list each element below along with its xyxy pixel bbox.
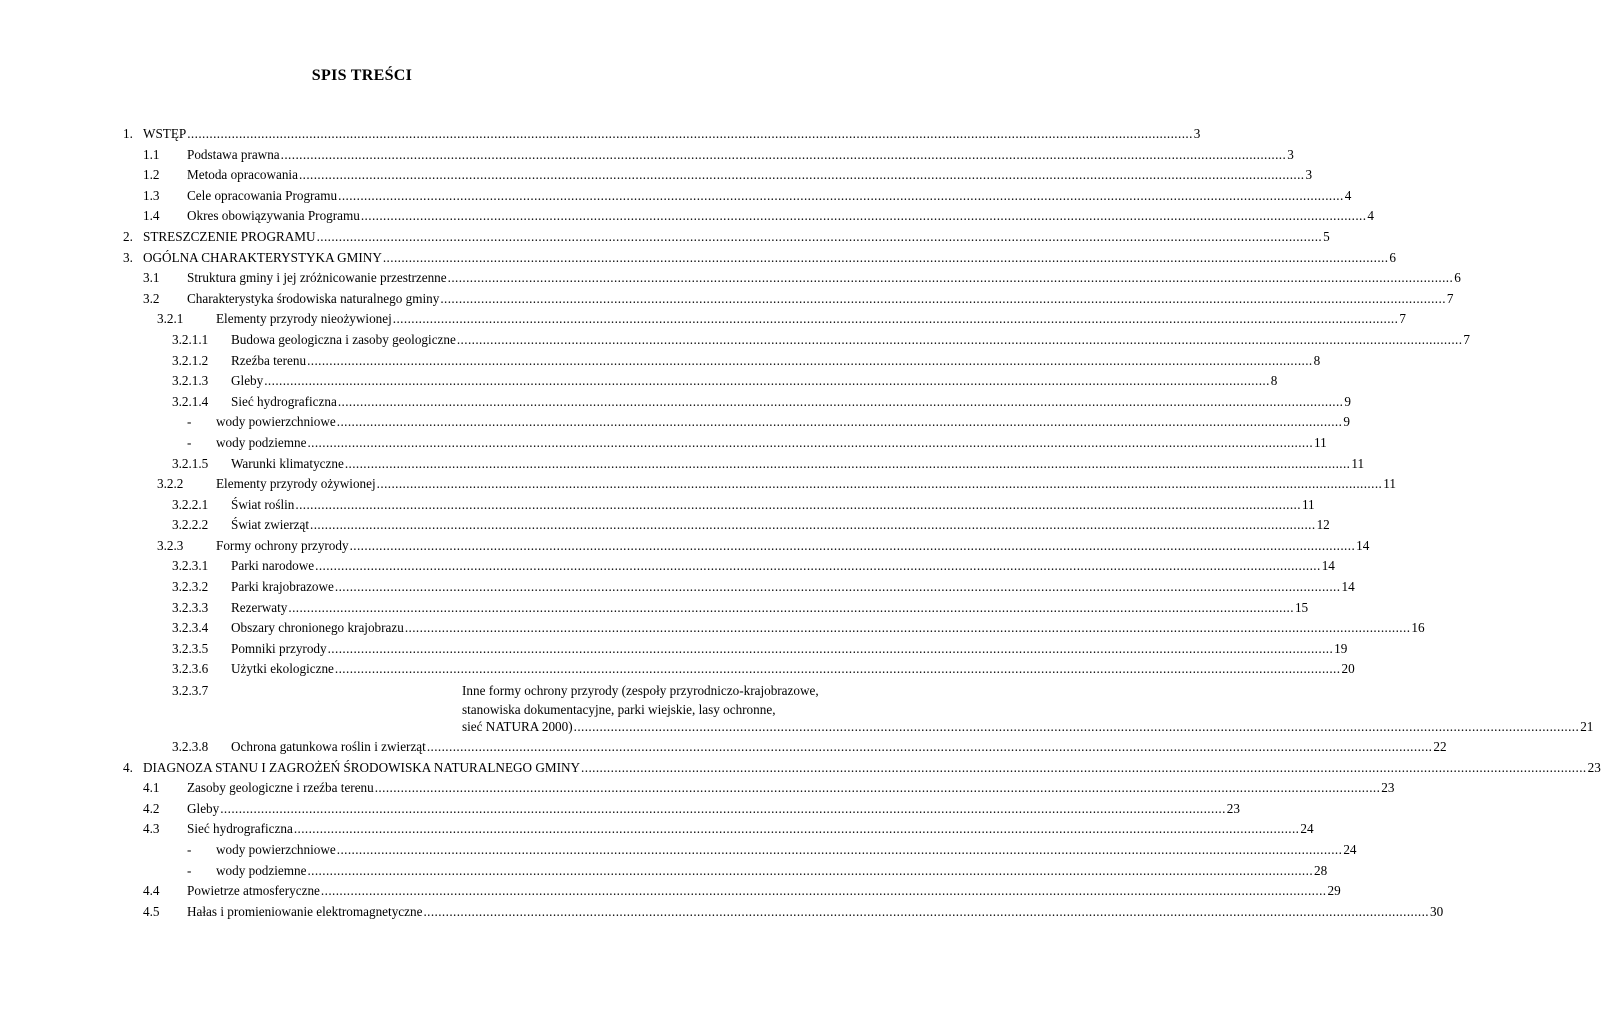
dot-leader (317, 227, 1323, 248)
dot-leader (307, 351, 1313, 372)
toc-entry-page: 15 (1294, 599, 1309, 615)
toc-entry-label: Sieć hydrograficzna (187, 821, 293, 837)
dot-leader (264, 371, 1270, 392)
toc-entry-label: Inne formy ochrony przyrody (zespoły przyrodniczo-krajobrazowe, (462, 683, 819, 699)
toc-entry-page: 11 (1351, 455, 1365, 471)
toc-entry-number: - (187, 842, 192, 857)
toc-entry-page: 22 (1433, 739, 1447, 755)
toc-entry-page: 8 (1270, 373, 1278, 389)
toc-entry-page: 11 (1383, 476, 1396, 492)
toc-entry-label: Świat zwierząt (231, 517, 309, 533)
dot-leader (383, 248, 1389, 269)
toc-entry-number: 3.2.3.4 (172, 620, 209, 636)
toc-entry-number: 3.2.3.5 (172, 640, 209, 656)
page-title: SPIS TREŚCI (311, 67, 413, 84)
dot-leader (187, 124, 1193, 145)
toc-entry-number: 3.2.1.2 (172, 352, 209, 368)
toc-entry (0, 881, 1341, 902)
toc-entry-page: 4 (1344, 187, 1352, 203)
toc-entry-label: STRESZCZENIE PROGRAMU (143, 228, 316, 244)
toc-entry (0, 556, 1335, 577)
toc-entry-page: 5 (1323, 228, 1330, 244)
toc-entry-label: Ochrona gatunkowa roślin i zwierząt (231, 739, 426, 755)
toc-entry (0, 330, 1471, 351)
dot-leader (361, 206, 1367, 227)
toc-entry-number: - (187, 862, 192, 878)
toc-entry-label: Warunki klimatyczne (231, 455, 344, 471)
toc-entry (0, 206, 1375, 227)
dot-leader (310, 515, 1316, 536)
toc-entry-page: 8 (1313, 352, 1321, 368)
toc-entry-number: 2. (123, 228, 133, 244)
dot-leader (220, 799, 1226, 820)
toc-entry (0, 536, 1370, 557)
toc-entry-page: 14 (1341, 579, 1355, 595)
toc-entry (0, 124, 1201, 145)
dot-leader (457, 330, 1463, 351)
toc-entry-number: 4.2 (143, 800, 160, 816)
toc-entry-number: 3.2.3.8 (172, 739, 209, 755)
toc-entry-label: Świat roślin (231, 496, 295, 512)
toc-entry-page: 30 (1430, 903, 1444, 919)
toc-entry-page: 19 (1334, 640, 1348, 656)
toc-entry-number: 3.2 (143, 290, 160, 306)
toc-entry-label: Rezerwaty (231, 599, 288, 615)
dot-leader (393, 309, 1399, 330)
toc-entry-number: 1. (123, 126, 133, 141)
toc-entry-number: 4.4 (143, 883, 160, 899)
dot-leader (350, 536, 1356, 557)
toc-entry-label: OGÓLNA CHARAKTERYSTYKA GMINY (143, 249, 382, 265)
dot-leader (338, 186, 1344, 207)
toc-entry (0, 737, 1447, 758)
toc-entry (0, 227, 1330, 248)
toc-entry-label: Formy ochrony przyrody (216, 537, 349, 553)
dot-leader (328, 639, 1334, 660)
toc-entry (0, 495, 1315, 516)
toc-entry (0, 474, 1396, 495)
toc-entry-page: 24 (1300, 821, 1314, 837)
toc-entry-page: 23 (1381, 780, 1395, 796)
dot-leader (440, 289, 1446, 310)
toc-entry-number: 4.5 (143, 903, 160, 919)
dot-leader (423, 902, 1429, 923)
dot-leader (307, 433, 1313, 454)
toc-entry-label: stanowiska dokumentacyjne, parki wiejskie, lasy ochronne, (462, 702, 776, 718)
dot-leader (405, 618, 1411, 639)
toc-entry-page: 4 (1367, 208, 1375, 224)
toc-entry-number: 1.3 (143, 187, 160, 203)
dot-leader (574, 718, 1580, 735)
toc-entry-number: 3.2.2.2 (172, 517, 209, 533)
toc-entry-page: 9 (1343, 414, 1350, 430)
toc-entry-number: 4.1 (143, 780, 160, 796)
dot-leader (295, 495, 1301, 516)
toc-entry-label: Użytki ekologiczne (231, 661, 334, 677)
toc-entry-page: 12 (1316, 517, 1330, 533)
toc-entry (0, 680, 1594, 737)
toc-entry-page: 6 (1389, 249, 1397, 265)
toc-entry-page: 21 (1580, 719, 1594, 735)
toc-entry (0, 412, 1350, 433)
toc-entry-page: 14 (1321, 558, 1335, 574)
toc-entry-page: 7 (1446, 290, 1454, 306)
toc-entry-number: 3.1 (143, 270, 160, 286)
toc-entry (0, 799, 1240, 820)
toc-entry-page: 11 (1301, 496, 1315, 512)
toc-entry-label: Powietrze atmosferyczne (187, 883, 320, 899)
toc-entry-number: 3.2.3.7 (172, 683, 209, 699)
toc-entry (0, 598, 1309, 619)
toc-entry (0, 515, 1330, 536)
toc-entry (0, 289, 1454, 310)
toc-entry-page: 6 (1454, 270, 1461, 286)
toc-entry-label: Metoda opracowania (187, 167, 298, 183)
dot-leader (288, 598, 1294, 619)
toc-entry-label: Budowa geologiczna i zasoby geologiczne (231, 331, 456, 347)
toc-entry-number: 3.2.3.6 (172, 661, 209, 677)
toc-entry-label: Elementy przyrody nieożywionej (216, 311, 392, 327)
toc-entry (0, 840, 1357, 861)
toc-entry-page: 11 (1314, 434, 1327, 450)
toc-entry (0, 433, 1327, 454)
dot-leader (335, 659, 1341, 680)
toc-entry-number: 3.2.2 (157, 476, 184, 492)
toc-entry-number: 3.2.3.3 (172, 599, 209, 615)
toc-entry-label: Gleby (187, 800, 220, 816)
dot-leader (307, 861, 1313, 882)
toc-entry (0, 902, 1444, 923)
toc-entry-label: Rzeźba terenu (231, 352, 307, 368)
dot-leader (315, 556, 1321, 577)
toc-entry-label: wody podziemne (216, 862, 307, 878)
toc-entry-number: 1.1 (143, 146, 160, 162)
toc-entry (0, 618, 1425, 639)
toc-entry-page: 3 (1305, 167, 1313, 183)
toc-entry-number: 1.2 (143, 167, 160, 183)
toc-entry-page: 28 (1314, 862, 1328, 878)
toc-entry-label: wody powierzchniowe (216, 414, 336, 430)
toc-entry-label: Elementy przyrody ożywionej (216, 476, 376, 492)
toc-entry-number: 3.2.1.4 (172, 393, 209, 409)
toc-entry (0, 659, 1355, 680)
toc-entry-label: Zasoby geologiczne i rzeźba terenu (187, 780, 374, 796)
toc-entry-label: Parki krajobrazowe (231, 579, 334, 595)
toc-entry-number: 3.2.1.1 (172, 331, 209, 347)
toc-entry-page: 3 (1287, 146, 1294, 162)
dot-leader (448, 268, 1454, 289)
toc-entry-number: 3.2.1.5 (172, 455, 209, 471)
dot-leader (321, 881, 1327, 902)
toc-entry-label: DIAGNOZA STANU I ZAGROŻEŃ ŚRODOWISKA NATURALNEGO GMINY (143, 759, 581, 775)
toc-entry-label: Cele opracowania Programu (187, 187, 338, 203)
toc-entry-page: 29 (1327, 883, 1341, 899)
toc-entry (0, 778, 1395, 799)
toc-entry-number: 1.4 (143, 208, 160, 224)
toc-entry-page: 3 (1193, 126, 1201, 141)
dot-leader (337, 840, 1343, 861)
toc-entry-page: 23 (1587, 759, 1601, 775)
toc-entry-number: 3. (123, 249, 133, 265)
toc-entry (0, 248, 1397, 269)
toc-entry-label: Parki narodowe (231, 558, 315, 574)
dot-leader (294, 819, 1300, 840)
toc-entry-label: WSTĘP (143, 126, 187, 141)
dot-leader (335, 577, 1341, 598)
toc-entry-number: 4.3 (143, 821, 160, 837)
dot-leader (299, 165, 1305, 186)
toc-entry (0, 186, 1352, 207)
dot-leader (377, 474, 1383, 495)
dot-leader (581, 758, 1587, 779)
toc-entry-number: - (187, 414, 192, 430)
dot-leader (375, 778, 1381, 799)
toc-entry-page: 23 (1226, 800, 1240, 816)
toc-entry-number: 4. (123, 759, 133, 775)
toc-entry-page: 24 (1343, 842, 1357, 857)
toc-entry-number: 3.2.2.1 (172, 496, 209, 512)
toc-entry-number: 3.2.1 (157, 311, 184, 327)
toc-entry (0, 758, 1601, 779)
toc-entry (0, 392, 1351, 413)
toc-entry (0, 819, 1314, 840)
toc-entry (0, 145, 1294, 166)
toc-entry (0, 268, 1461, 289)
toc-entry-label: Gleby (231, 373, 264, 389)
toc-entry-number: - (187, 434, 192, 450)
toc-entry-label: Podstawa prawna (187, 146, 280, 162)
toc-entry (0, 309, 1406, 330)
dot-leader (281, 145, 1287, 166)
toc-entry-label: Sieć hydrograficzna (231, 393, 337, 409)
dot-leader (345, 454, 1351, 475)
toc-entry-page: 7 (1463, 331, 1471, 347)
toc-entry (0, 861, 1328, 882)
toc-entry-label: Obszary chronionego krajobrazu (231, 620, 404, 636)
toc-entry-label: Pomniki przyrody (231, 640, 327, 656)
dot-leader (338, 392, 1344, 413)
toc-entry-page: 20 (1341, 661, 1355, 677)
toc-entry (0, 577, 1355, 598)
toc-entry-page: 9 (1344, 393, 1351, 409)
toc-entry (0, 351, 1321, 372)
toc-entry (0, 639, 1348, 660)
toc-entry-label: wody powierzchniowe (216, 842, 336, 857)
toc-entry-number: 3.2.1.3 (172, 373, 209, 389)
toc-entry-page: 7 (1399, 311, 1406, 327)
dot-leader (427, 737, 1433, 758)
toc-entry-label: wody podziemne (216, 434, 307, 450)
toc-entry (0, 454, 1365, 475)
toc-entry-number: 3.2.3 (157, 537, 184, 553)
table-of-contents (0, 124, 1601, 922)
toc-entry-label: Hałas i promieniowanie elektromagnetyczne (187, 903, 423, 919)
dot-leader (337, 412, 1343, 433)
toc-entry-number: 3.2.3.1 (172, 558, 209, 574)
toc-entry-number: 3.2.3.2 (172, 579, 209, 595)
toc-entry-label: sieć NATURA 2000) (462, 719, 573, 735)
toc-entry-label: Charakterystyka środowiska naturalnego gminy (187, 290, 440, 306)
toc-entry (0, 371, 1278, 392)
toc-entry-label: Struktura gminy i jej zróżnicowanie przestrzenne (187, 270, 447, 286)
toc-entry-page: 16 (1411, 620, 1425, 636)
toc-entry-page: 14 (1356, 537, 1370, 553)
toc-entry (0, 165, 1313, 186)
toc-entry-label: Okres obowiązywania Programu (187, 208, 360, 224)
